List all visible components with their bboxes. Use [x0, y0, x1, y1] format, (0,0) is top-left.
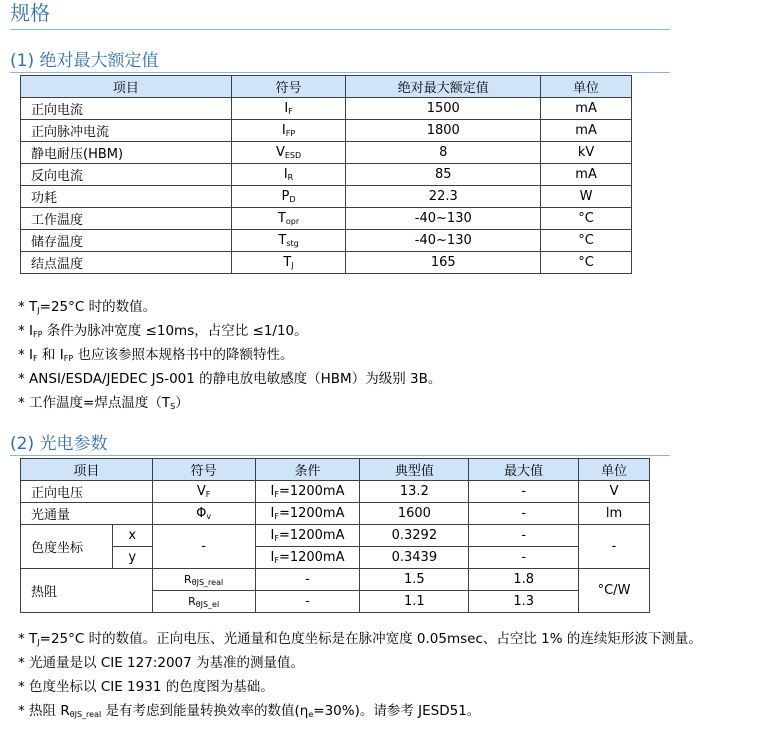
row-unit: lm — [579, 503, 650, 525]
section2-heading: (2) 光电参数 — [10, 434, 108, 454]
table-row — [21, 252, 632, 274]
row-symbol: $I_{FP}$ — [231, 120, 346, 142]
row-item: 结点温度 — [21, 252, 232, 274]
row-symbol: $\Phi_v$ — [152, 503, 255, 525]
table-row — [21, 569, 650, 591]
note-esd: * ANSI/ESDA/JEDEC JS-001 的静电放电敏感度（HBM）为级别 3B。 — [18, 371, 442, 387]
table-row — [21, 208, 632, 230]
table-row — [21, 547, 650, 569]
row-typical: 1.5 — [360, 569, 469, 591]
header-condition: 条件 — [255, 459, 360, 481]
header-max: 最大值 — [469, 459, 579, 481]
row-value: 165 — [346, 252, 541, 274]
row-typical: 13.2 — [360, 481, 469, 503]
row-value: 85 — [346, 164, 541, 186]
header-unit: 单位 — [579, 459, 650, 481]
row-item: 功耗 — [21, 186, 232, 208]
row-condition: $I_F=1200mA$ — [255, 503, 360, 525]
row-typical: 0.3439 — [360, 547, 469, 569]
header-item: 项目 — [21, 459, 153, 481]
row-item: 正向脉冲电流 — [21, 120, 232, 142]
section1-divider — [10, 72, 670, 73]
row-subitem-y: y — [112, 547, 152, 569]
row-item: 正向电压 — [21, 481, 153, 503]
table-row — [21, 481, 650, 503]
table-row — [21, 120, 632, 142]
row-unit: °C — [541, 230, 632, 252]
row-condition: $I_F=1200mA$ — [255, 525, 360, 547]
row-unit: W — [541, 186, 632, 208]
row-symbol: $R_{\theta JS\_real}$ — [152, 569, 255, 591]
table-row — [21, 503, 650, 525]
row-unit: - — [579, 525, 650, 569]
note-cie1931: * 色度坐标以 CIE 1931 的色度图为基础。 — [18, 679, 274, 695]
row-condition: - — [255, 569, 360, 591]
row-symbol: $R_{\theta JS\_el}$ — [152, 591, 255, 613]
row-condition: - — [255, 591, 360, 613]
row-item: 工作温度 — [21, 208, 232, 230]
header-item: 项目 — [21, 76, 232, 98]
row-max: 1.8 — [469, 569, 579, 591]
row-unit: kV — [541, 142, 632, 164]
row-symbol: $T_J$ — [231, 252, 346, 274]
note-ifp: * $I_{FP}$ 条件为脉冲宽度 ≤10ms，占空比 ≤1/10。 — [18, 323, 308, 339]
row-item: 光通量 — [21, 503, 153, 525]
note-cie127: * 光通量是以 CIE 127:2007 为基准的测量值。 — [18, 655, 305, 671]
row-max: - — [469, 547, 579, 569]
note-derating: * $I_F$ 和 $I_{FP}$ 也应该参照本规格书中的降额特性。 — [18, 347, 294, 363]
absolute-max-ratings-table — [20, 75, 632, 274]
row-value: -40~130 — [346, 230, 541, 252]
row-value: 1800 — [346, 120, 541, 142]
section1-notes — [18, 295, 441, 415]
row-max: 1.3 — [469, 591, 579, 613]
title-divider — [10, 29, 670, 30]
row-symbol: $T_{opr}$ — [231, 208, 346, 230]
row-value: 8 — [346, 142, 541, 164]
row-symbol: $V_{ESD}$ — [231, 142, 346, 164]
row-unit: V — [579, 481, 650, 503]
section1-heading: (1) 绝对最大额定值 — [10, 51, 159, 71]
row-unit: mA — [541, 164, 632, 186]
header-unit: 单位 — [541, 76, 632, 98]
row-value: 1500 — [346, 98, 541, 120]
header-rating: 绝对最大额定值 — [346, 76, 541, 98]
row-value: 22.3 — [346, 186, 541, 208]
row-item: 色度坐标 — [21, 525, 113, 569]
row-typical: 1600 — [360, 503, 469, 525]
row-typical: 0.3292 — [360, 525, 469, 547]
header-symbol: 符号 — [152, 459, 255, 481]
row-max: - — [469, 503, 579, 525]
note-ts: * 工作温度=焊点温度$(T_S)$ — [18, 395, 189, 411]
section2-divider — [10, 455, 670, 456]
header-symbol: 符号 — [231, 76, 346, 98]
row-unit: °C — [541, 208, 632, 230]
row-item: 热阻 — [21, 569, 153, 613]
optical-electrical-table — [20, 458, 650, 613]
row-value: -40~130 — [346, 208, 541, 230]
note-tj-pulse: * $T_J=25^\circ C$ 时的数值。正向电压、光通量和色度坐标是在脉冲宽度 0.05msec、占空比 1% 的连续矩形波下测量。 — [18, 631, 702, 647]
table-header-row — [21, 76, 632, 98]
row-symbol: $V_F$ — [152, 481, 255, 503]
row-item: 反向电流 — [21, 164, 232, 186]
row-condition: $I_F=1200mA$ — [255, 481, 360, 503]
table-row — [21, 186, 632, 208]
row-subitem-x: x — [112, 525, 152, 547]
row-max: - — [469, 525, 579, 547]
row-condition: $I_F=1200mA$ — [255, 547, 360, 569]
row-unit: mA — [541, 98, 632, 120]
row-unit: °C — [541, 252, 632, 274]
table-row — [21, 164, 632, 186]
row-symbol: $P_D$ — [231, 186, 346, 208]
table-row — [21, 230, 632, 252]
row-typical: 1.1 — [360, 591, 469, 613]
row-symbol: $T_{stg}$ — [231, 230, 346, 252]
table-row — [21, 525, 650, 547]
row-symbol: - — [152, 525, 255, 569]
header-typical: 典型值 — [360, 459, 469, 481]
row-max: - — [469, 481, 579, 503]
row-unit: °C/W — [579, 569, 650, 613]
table-row — [21, 142, 632, 164]
page-title: 规格 — [10, 1, 50, 25]
row-unit: mA — [541, 120, 632, 142]
row-item: 静电耐压(HBM) — [21, 142, 232, 164]
table-row — [21, 98, 632, 120]
row-symbol: $I_F$ — [231, 98, 346, 120]
row-symbol: $I_R$ — [231, 164, 346, 186]
row-item: 正向电流 — [21, 98, 232, 120]
table-header-row — [21, 459, 650, 481]
row-item: 储存温度 — [21, 230, 232, 252]
note-thermal: * 热阻 $R_{\theta JS\_real}$ 是有考虑到能量转换效率的数值$(\eta_e=30\%)$。请参考 JESD51。 — [18, 703, 481, 719]
section2-notes — [18, 627, 702, 723]
note-tj: * $T_J=25^\circ C$ 时的数值。 — [18, 299, 157, 315]
